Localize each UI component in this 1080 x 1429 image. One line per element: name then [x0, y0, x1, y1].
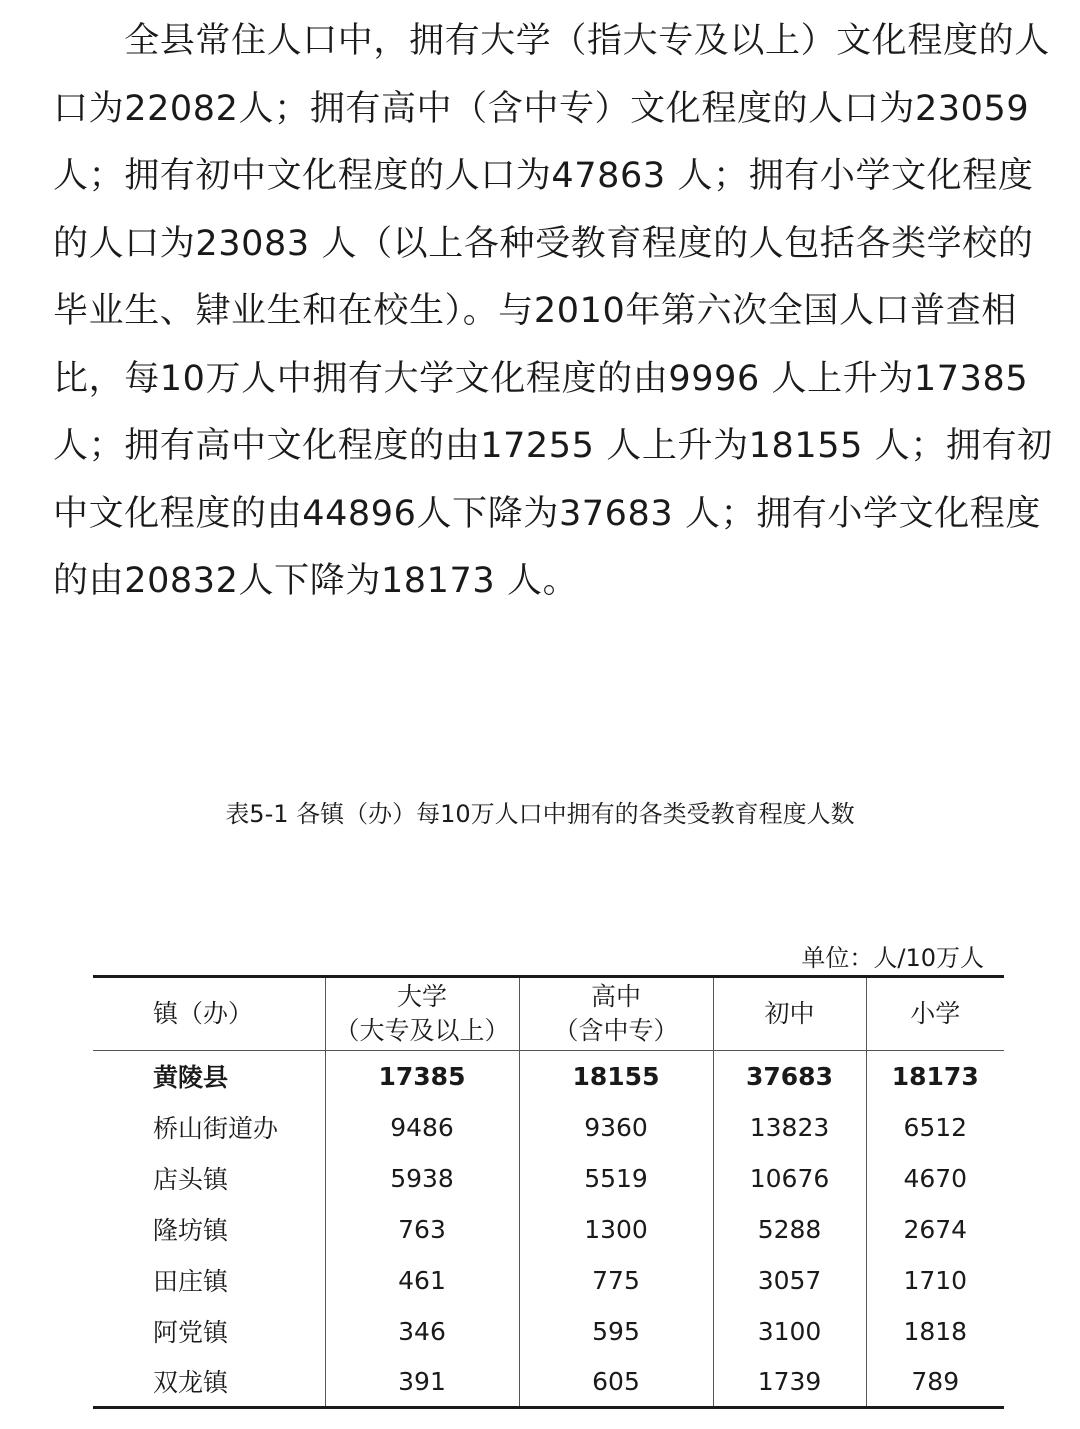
table-row — [93, 1306, 1004, 1357]
cell-highschool: 595 — [519, 1306, 713, 1357]
paragraph-line: 人；拥有初中文化程度的人口为47863 人；拥有小学文化程度 — [53, 156, 1034, 196]
cell-town: 阿党镇 — [153, 1318, 229, 1347]
paragraph-line: 的由20832人下降为18173 人。 — [53, 561, 579, 601]
cell-town: 桥山街道办 — [153, 1114, 279, 1143]
header-junior: 初中 — [713, 977, 866, 1051]
cell-university: 391 — [325, 1357, 519, 1408]
paragraph-line: 毕业生、肄业生和在校生）。与2010年第六次全国人口普查相 — [53, 291, 1017, 331]
header-highschool-line1: 高中 — [590, 982, 641, 1011]
header-highschool-line2: （含中专） — [553, 1016, 679, 1045]
cell-primary: 4670 — [866, 1153, 1004, 1204]
header-highschool — [519, 977, 713, 1051]
header-university-line2: （大专及以上） — [334, 1016, 510, 1045]
paragraph-line: 人；拥有高中文化程度的由17255 人上升为18155 人；拥有初 — [53, 426, 1053, 466]
table-row — [93, 1204, 1004, 1255]
header-university — [325, 977, 519, 1051]
cell-primary: 2674 — [866, 1204, 1004, 1255]
cell-town: 田庄镇 — [153, 1267, 229, 1296]
cell-highschool: 1300 — [519, 1204, 713, 1255]
education-table — [93, 975, 1004, 1409]
table-row — [93, 1357, 1004, 1408]
cell-junior: 3057 — [713, 1255, 866, 1306]
paragraph-line: 的人口为23083 人（以上各种受教育程度的人包括各类学校的 — [53, 223, 1034, 264]
paragraph-line: 比，每10万人中拥有大学文化程度的由9996 人上升为17385 — [53, 358, 1029, 399]
table-row — [93, 1153, 1004, 1204]
cell-primary: 18173 — [866, 1051, 1004, 1102]
header-primary: 小学 — [866, 977, 1004, 1051]
cell-town: 隆坊镇 — [153, 1216, 229, 1245]
table-unit-label: 单位：人/10万人 — [801, 944, 984, 972]
cell-junior: 37683 — [713, 1051, 866, 1102]
cell-highschool: 9360 — [519, 1102, 713, 1153]
paragraph-line: 中文化程度的由44896人下降为37683 人；拥有小学文化程度 — [53, 493, 1042, 534]
cell-university: 5938 — [325, 1153, 519, 1204]
cell-primary: 1710 — [866, 1255, 1004, 1306]
cell-town: 黄陵县 — [153, 1063, 229, 1093]
header-town: 镇（办） — [93, 977, 325, 1051]
paragraph-line: 口为22082人；拥有高中（含中专）文化程度的人口为23059 — [53, 88, 1030, 129]
cell-town: 双龙镇 — [93, 1357, 325, 1408]
cell-university: 17385 — [325, 1051, 519, 1102]
cell-junior: 5288 — [713, 1204, 866, 1255]
paragraph-line: 全县常住人口中，拥有大学（指大专及以上）文化程度的人 — [53, 21, 1050, 61]
cell-primary: 789 — [866, 1357, 1004, 1408]
cell-highschool: 18155 — [519, 1051, 713, 1102]
body-paragraph — [53, 8, 1053, 616]
table-caption: 表5-1 各镇（办）每10万人口中拥有的各类受教育程度人数 — [225, 800, 855, 828]
cell-junior: 1739 — [713, 1357, 866, 1408]
cell-highschool: 5519 — [519, 1153, 713, 1204]
table-row-total — [93, 1051, 1004, 1102]
header-university-line1: 大学 — [396, 982, 447, 1011]
table-row — [93, 1102, 1004, 1153]
cell-junior: 10676 — [713, 1153, 866, 1204]
cell-highschool: 775 — [519, 1255, 713, 1306]
table-header-row — [93, 977, 1004, 1051]
cell-primary: 6512 — [866, 1102, 1004, 1153]
cell-university: 346 — [325, 1306, 519, 1357]
cell-university: 461 — [325, 1255, 519, 1306]
cell-junior: 13823 — [713, 1102, 866, 1153]
cell-primary: 1818 — [866, 1306, 1004, 1357]
cell-junior: 3100 — [713, 1306, 866, 1357]
table-row — [93, 1255, 1004, 1306]
cell-town: 店头镇 — [153, 1165, 229, 1194]
cell-university: 9486 — [325, 1102, 519, 1153]
cell-university: 763 — [325, 1204, 519, 1255]
cell-highschool: 605 — [519, 1357, 713, 1408]
